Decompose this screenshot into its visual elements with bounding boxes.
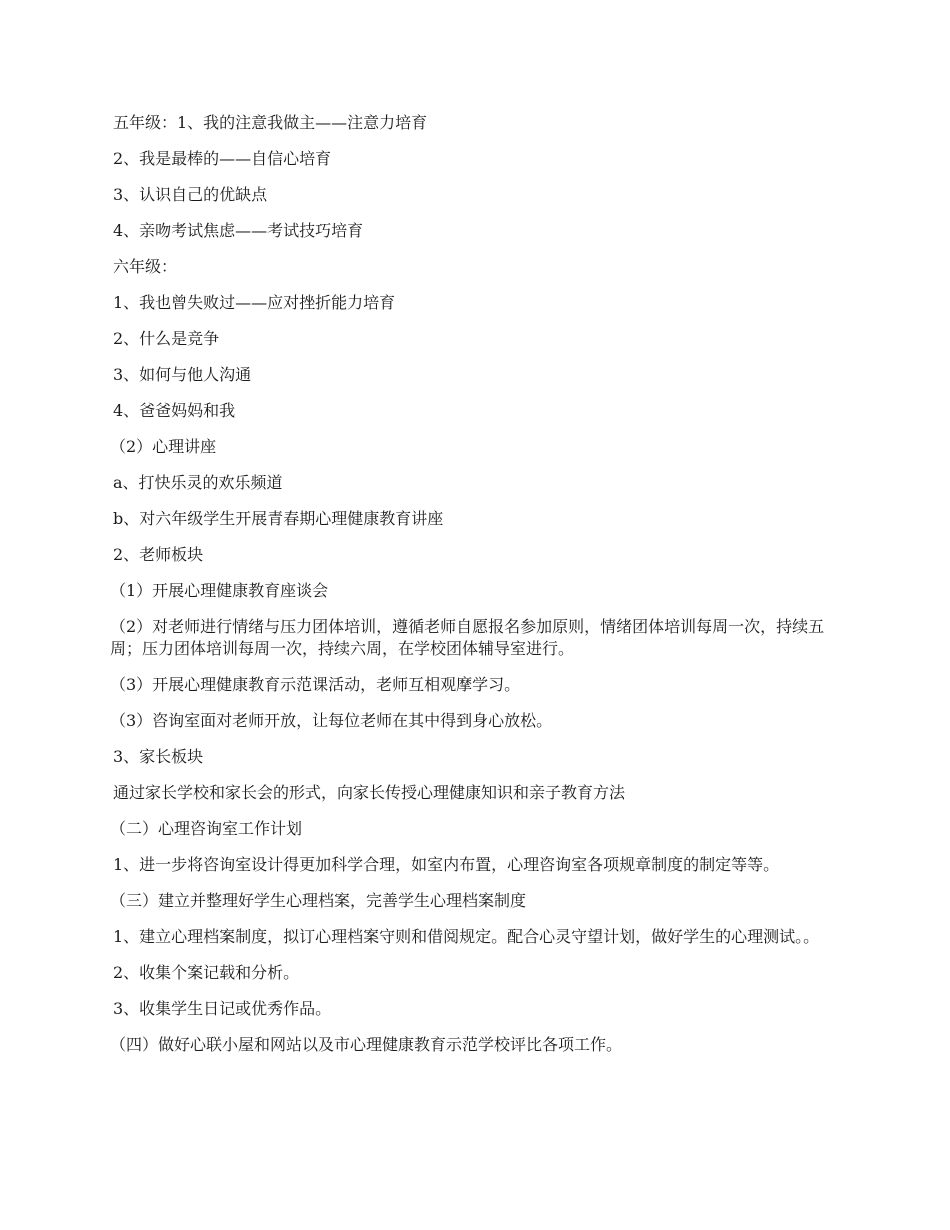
paragraph: 1、我也曾失败过——应对挫折能力培育 (113, 293, 396, 312)
section-heading: 3、家长板块 (113, 747, 204, 766)
section-heading: 2、老师板块 (113, 545, 204, 564)
paragraph: 1、建立心理档案制度，拟订心理档案守则和借阅规定。配合心灵守望计划，做好学生的心理测试。。 (113, 927, 820, 946)
paragraph: 4、爸爸妈妈和我 (113, 401, 236, 420)
paragraph: 2、收集个案记载和分析。 (113, 963, 300, 982)
paragraph: 1、进一步将咨询室设计得更加科学合理，如室内布置，心理咨询室各项规章制度的制定等等。 (113, 855, 780, 874)
paragraph: （1）开展心理健康教育座谈会 (110, 581, 329, 600)
paragraph: 六年级： (113, 257, 178, 276)
paragraph: a、打快乐灵的欢乐频道 (113, 473, 283, 492)
paragraph: 3、认识自己的优缺点 (113, 185, 268, 204)
paragraph: 2、我是最棒的——自信心培育 (113, 149, 332, 168)
paragraph: （3）咨询室面对老师开放，让每位老师在其中得到身心放松。 (110, 711, 553, 730)
paragraph: 3、如何与他人沟通 (113, 365, 252, 384)
paragraph: （3）开展心理健康教育示范课活动，老师互相观摩学习。 (110, 675, 521, 694)
section-heading: （四）做好心联小屋和网站以及市心理健康教育示范学校评比各项工作。 (110, 1035, 623, 1054)
paragraph: 4、亲吻考试焦虑——考试技巧培育 (113, 221, 364, 240)
paragraph: 五年级：1、我的注意我做主——注意力培育 (113, 113, 428, 132)
paragraph: 3、收集学生日记或优秀作品。 (113, 999, 332, 1018)
paragraph: 通过家长学校和家长会的形式，向家长传授心理健康知识和亲子教育方法 (113, 783, 626, 802)
paragraph: （2）对老师进行情绪与压力团体培训，遵循老师自愿报名参加原则，情绪团体培训每周一次，持续五周；压力团体培训每周一次，持续六周，在学校团体辅导室进行。 (110, 617, 825, 658)
section-heading: （二）心理咨询室工作计划 (110, 819, 303, 838)
section-heading: （2）心理讲座 (110, 437, 217, 456)
section-heading: （三）建立并整理好学生心理档案，完善学生心理档案制度 (110, 891, 527, 910)
paragraph: b、对六年级学生开展青春期心理健康教育讲座 (113, 509, 444, 528)
document-page (110, 112, 838, 1070)
paragraph: 2、什么是竞争 (113, 329, 220, 348)
